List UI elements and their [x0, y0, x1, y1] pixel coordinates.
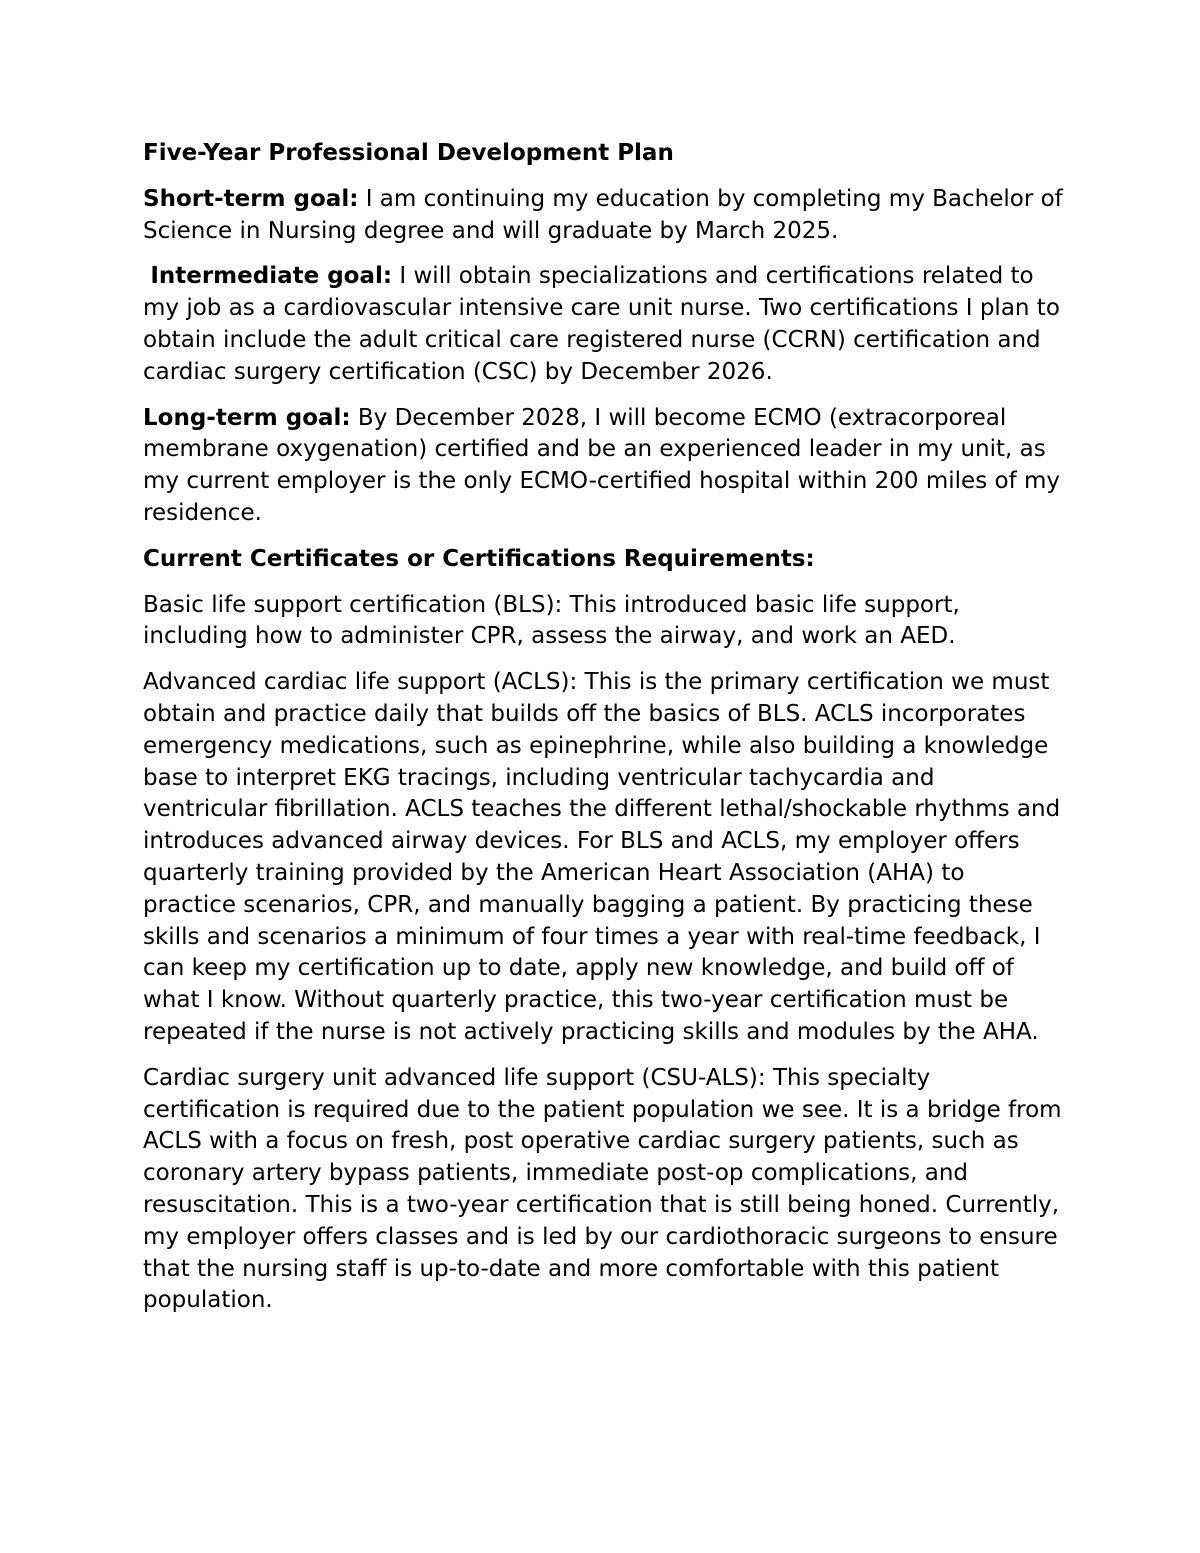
certifications-heading: Current Certificates or Certifications Requirements:: [143, 545, 815, 572]
short-term-goal-paragraph: [143, 184, 1063, 248]
intermediate-goal-text: I will obtain specializations and certifications related to my job as a cardiovascular intensive care unit nurse. Two certifications I plan to obtain include the adult critical care registered nurse (CCRN) certification and cardiac surgery certification (CSC) by December 2026.: [143, 263, 1060, 385]
acls-paragraph: Advanced cardiac life support (ACLS): This is the primary certification we must obtain and practice daily that builds off the basics of BLS. ACLS incorporates emergency medications, such as epinephrine, while also building a knowledge base to interpret EKG tracings, including ventricular tachycardia and ventricular fibrillation. ACLS teaches the different lethal/shockable rhythms and introduces advanced airway devices. For BLS and ACLS, my employer offers quarterly training provided by the American Heart Association (AHA) to practice scenarios, CPR, and manually bagging a patient. By practicing these skills and scenarios a minimum of four times a year with real-time feedback, I can keep my certification up to date, apply new knowledge, and build off of what I know. Without quarterly practice, this two-year certification must be repeated if the nurse is not actively practicing skills and modules by the AHA.: [143, 669, 1061, 1045]
csu-als-paragraph: Cardiac surgery unit advanced life support (CSU-ALS): This specialty certification is required due to the patient population we see. It is a bridge from ACLS with a focus on fresh, post operative cardiac surgery patients, such as coronary artery bypass patients, immediate post-op complications, and resuscitation. This is a two-year certification that is still being honed. Currently, my employer offers classes and is led by our cardiothoracic surgeons to ensure that the nursing staff is up-to-date and more comfortable with this patient population.: [143, 1064, 1062, 1314]
long-term-goal-text: By December 2028, I will become ECMO (extracorporeal membrane oxygenation) certified and be an experienced leader in my unit, as my current employer is the only ECMO-certified hospital within 200 miles of my residence.: [143, 404, 1060, 526]
long-term-goal-label: Long-term goal:: [143, 404, 351, 431]
intermediate-goal-paragraph: [143, 261, 1063, 388]
long-term-goal-paragraph: [143, 403, 1063, 530]
short-term-goal-label: Short-term goal:: [143, 185, 359, 212]
bls-paragraph: Basic life support certification (BLS): This introduced basic life support, including how to administer CPR, assess the airway, and work an AED.: [143, 591, 960, 650]
intermediate-goal-label: Intermediate goal:: [150, 263, 393, 290]
document-page: [143, 138, 1063, 1331]
document-title: Five-Year Professional Development Plan: [143, 140, 674, 166]
short-term-goal-text: I am continuing my education by completing my Bachelor of Science in Nursing degree and will graduate by March 2025.: [143, 185, 1063, 244]
